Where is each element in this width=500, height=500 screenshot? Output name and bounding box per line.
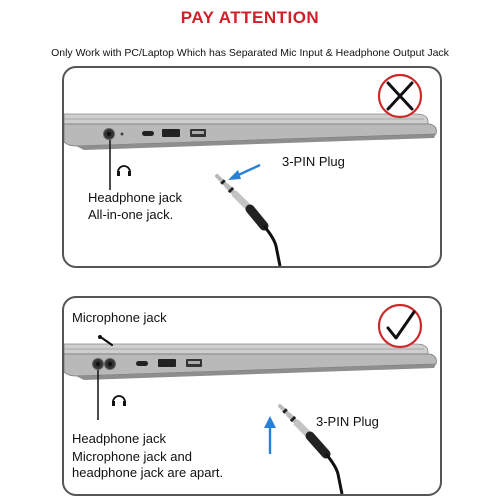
- incompatible-panel: [62, 66, 442, 268]
- all-in-one-note: All-in-one jack.: [88, 207, 174, 222]
- headphone-icon: [117, 166, 131, 176]
- blue-arrow-icon: [228, 165, 260, 180]
- plug-label: 3-PIN Plug: [316, 414, 379, 429]
- headphone-icon: [112, 396, 126, 406]
- check-mark-icon: [379, 305, 421, 347]
- plug-label: 3-PIN Plug: [282, 154, 345, 169]
- blue-arrow-icon: [264, 416, 276, 454]
- microphone-jack-label: Microphone jack: [72, 310, 167, 325]
- headphone-jack-label: Headphone jack: [72, 431, 166, 446]
- page-subtitle: Only Work with PC/Laptop Which has Separated Mic Input & Headphone Output Jack: [51, 47, 449, 59]
- separated-note-line2: headphone jack are apart.: [72, 465, 224, 480]
- page-title: PAY ATTENTION: [180, 8, 320, 27]
- laptop-side-view: [64, 114, 436, 150]
- separated-note-line1: Microphone jack and: [72, 449, 192, 464]
- microphone-icon: [98, 335, 112, 345]
- x-mark-icon: [379, 75, 421, 117]
- 3-pin-plug-icon: [217, 176, 280, 266]
- headphone-jack-label: Headphone jack: [88, 190, 182, 205]
- compatible-panel: [62, 296, 442, 496]
- laptop-side-view: [64, 344, 436, 380]
